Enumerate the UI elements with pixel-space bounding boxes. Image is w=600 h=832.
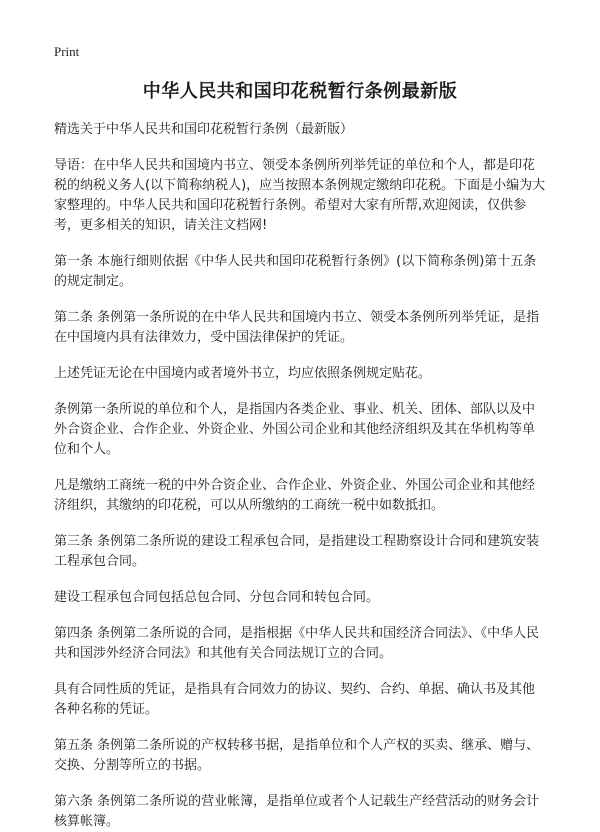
paragraph-article-2-offset: 凡是缴纳工商统一税的中外合资企业、合作企业、外资企业、外国公司企业和其他经济组织，其缴纳的印花税，可以从所缴纳的工商统一税中如数抵扣。 <box>54 478 536 513</box>
paragraph-article-6: 第六条 条例第二条所说的营业帐簿，是指单位或者个人记载生产经营活动的财务会计核算帐簿。 <box>54 794 540 829</box>
paragraph-article-2-scope: 条例第一条所说的单位和个人，是指国内各类企业、事业、机关、团体、部队以及中外合资企业、合作企业、外资企业、外国公司企业和其他经济组织及其在华机构等单位和个人。 <box>54 402 536 457</box>
paragraph-article-4: 第四条 条例第二条所说的合同，是指根据《中华人民共和国经济合同法》、《中华人民共和国涉外经济合同法》和其他有关合同法规订立的合同。 <box>54 626 540 661</box>
paragraph-lead: 导语：在中华人民共和国境内书立、领受本条例所列举凭证的单位和个人，都是印花税的纳税义务人(以下简称纳税人)，应当按照本条例规定缴纳印花税。下面是小编为大家整理的。中华人民共和国印花税暂行条例。希望对大家有所帮,欢迎阅读，仅供参考，更多相关的知识，请关注文档网! <box>54 158 546 233</box>
paragraph-subtitle: 精选关于中华人民共和国印花税暂行条例（最新版） <box>54 122 354 137</box>
paragraph-article-1: 第一条 本施行细则依据《中华人民共和国印花税暂行条例》(以下简称条例)第十五条的规定制定。 <box>54 254 537 289</box>
paragraph-article-4-note: 具有合同性质的凭证，是指具有合同效力的协议、契约、合约、单据、确认书及其他各种名称的凭证。 <box>54 682 536 717</box>
document-title: 中华人民共和国印花税暂行条例最新版 <box>142 81 458 102</box>
paragraph-article-3: 第三条 条例第二条所说的建设工程承包合同，是指建设工程勘察设计合同和建筑安装工程承包合同。 <box>54 534 540 569</box>
document-body <box>54 120 546 832</box>
print-link[interactable]: Print <box>54 44 80 59</box>
paragraph-article-5: 第五条 条例第二条所说的产权转移书据，是指单位和个人产权的买卖、继承、赠与、交换、分割等所立的书据。 <box>54 738 540 773</box>
paragraph-article-3-note: 建设工程承包合同包括总包合同、分包合同和转包合同。 <box>54 590 380 605</box>
paragraph-article-2: 第二条 条例第一条所说的在中华人民共和国境内书立、领受本条例所列举凭证，是指在中国境内具有法律效力，受中国法律保护的凭证。 <box>54 310 540 345</box>
paragraph-article-2-note: 上述凭证无论在中国境内或者境外书立，均应依照条例规定贴花。 <box>54 366 432 381</box>
